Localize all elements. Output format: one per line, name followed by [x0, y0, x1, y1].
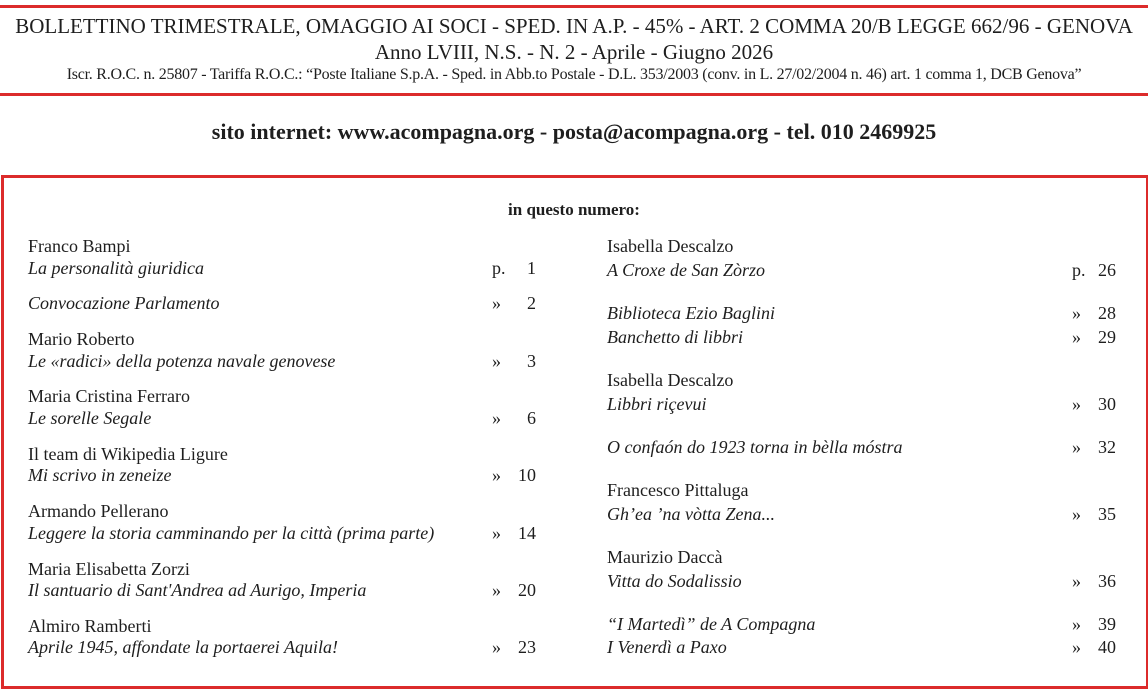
- entry-title: Banchetto di libbri: [607, 327, 743, 347]
- page-number: 3: [527, 351, 536, 371]
- entry-title: A Croxe de San Zòrzo: [607, 260, 766, 280]
- entry-page: [492, 464, 536, 486]
- entry-title: I Venerdì a Paxo: [607, 637, 727, 657]
- entry-author: Almiro Ramberti: [28, 616, 152, 636]
- entry-page: [492, 522, 536, 544]
- page-number: 14: [518, 523, 536, 543]
- page-number: 36: [1098, 571, 1116, 591]
- page-number: 28: [1098, 303, 1116, 323]
- page-number: 20: [518, 580, 536, 600]
- page-prefix: »: [1072, 614, 1081, 634]
- entry-page: [1072, 613, 1116, 635]
- entry-page: [1072, 636, 1116, 658]
- entry-author: Mario Roberto: [28, 329, 135, 349]
- page-number: 1: [527, 258, 536, 278]
- contents-heading: in questo numero:: [508, 200, 640, 219]
- page-prefix: »: [1072, 303, 1081, 323]
- page-prefix: »: [1072, 437, 1081, 457]
- entry-title: Convocazione Parlamento: [28, 293, 220, 313]
- contents-left-column: [28, 0, 548, 688]
- page-prefix: »: [1072, 504, 1081, 524]
- page-prefix: »: [492, 465, 501, 485]
- page-prefix: »: [1072, 571, 1081, 591]
- page-prefix: »: [1072, 637, 1081, 657]
- page-prefix: »: [1072, 327, 1081, 347]
- page-number: 29: [1098, 327, 1116, 347]
- page-number: 32: [1098, 437, 1116, 457]
- entry-title: [607, 613, 815, 635]
- entry-title: Vitta do Sodalissio: [607, 571, 742, 591]
- contact-line: sito internet: www.acompagna.org - posta@acompagna.org - tel. 010 2469925: [211, 119, 937, 144]
- entry-title: Gh’ea ’na vòtta Zena...: [607, 504, 775, 524]
- masthead-line-2: Anno LVIII, N.S. - N. 2 - Aprile - Giugno 2026: [374, 40, 774, 64]
- entry-title: Leggere la storia camminando per la città (prima parte): [28, 523, 435, 543]
- entry-title: Biblioteca Ezio Baglini: [607, 303, 775, 323]
- entry-page: [492, 636, 536, 658]
- entry-page: [1072, 259, 1116, 281]
- entry-author: Armando Pellerano: [28, 501, 169, 521]
- entry-title: Le sorelle Segale: [28, 408, 152, 428]
- entry-page: [492, 579, 536, 601]
- page-number: 40: [1098, 637, 1116, 657]
- entry-page: [1072, 326, 1116, 348]
- page-prefix: »: [492, 408, 501, 428]
- entry-page: [492, 257, 536, 279]
- entry-author: Maria Cristina Ferraro: [28, 386, 190, 406]
- masthead-line-1: BOLLETTINO TRIMESTRALE, OMAGGIO AI SOCI - SPED. IN A.P. - 45% - ART. 2 COMMA 20/B LEGGE 662/96 - GENOVA: [15, 14, 1133, 38]
- contents-right-column: [607, 0, 1127, 688]
- page-prefix: p.: [492, 258, 506, 278]
- page-prefix: »: [492, 523, 501, 543]
- page-number: 26: [1098, 260, 1116, 280]
- entry-title: Mi scrivo in zeneize: [28, 465, 172, 485]
- entry-title: Il santuario di Sant'Andrea ad Aurigo, Imperia: [28, 580, 367, 600]
- page-number: 30: [1098, 394, 1116, 414]
- page-number: 6: [527, 408, 536, 428]
- entry-author: Maria Elisabetta Zorzi: [28, 559, 190, 579]
- page-prefix: »: [492, 293, 501, 313]
- entry-page: [1072, 570, 1116, 592]
- entry-page: [492, 350, 536, 372]
- entry-page: [1072, 302, 1116, 324]
- entry-page: [492, 407, 536, 429]
- page-prefix: p.: [1072, 260, 1086, 280]
- entry-title: Aprile 1945, affondate la portaerei Aquila!: [28, 637, 338, 657]
- entry-page: [1072, 503, 1116, 525]
- entry-author: Franco Bampi: [28, 236, 131, 256]
- page-prefix: »: [492, 580, 501, 600]
- page-number: 2: [527, 293, 536, 313]
- entry-page: [1072, 436, 1116, 458]
- page-prefix: »: [1072, 394, 1081, 414]
- title-italic-part: “I Martedì”: [607, 614, 696, 634]
- entry-title: Le «radici» della potenza navale genovese: [28, 351, 336, 371]
- page-prefix: »: [492, 351, 501, 371]
- page-number: 39: [1098, 614, 1116, 634]
- entry-author: Isabella Descalzo: [607, 370, 734, 390]
- title-roman-part: de A Compagna: [695, 614, 816, 634]
- entry-title: Libbri riçevui: [607, 394, 707, 414]
- entry-page: [492, 292, 536, 314]
- page-number: 10: [518, 465, 536, 485]
- masthead-line-3: Iscr. R.O.C. n. 25807 - Tariffa R.O.C.: “Poste Italiane S.p.A. - Sped. in Abb.to Postale - D.L. 353/2003 (conv. in L. 27/02/2004 n. 46) art. 1 comma 1, DCB Genova”: [66, 66, 1082, 83]
- entry-page: [1072, 393, 1116, 415]
- page-number: 23: [518, 637, 536, 657]
- entry-author: Il team di Wikipedia Ligure: [28, 444, 228, 464]
- entry-title: O confaón do 1923 torna in bèlla móstra: [607, 437, 903, 457]
- page-prefix: »: [492, 637, 501, 657]
- entry-title: La personalità giuridica: [28, 258, 205, 278]
- entry-author: Francesco Pittaluga: [607, 480, 749, 500]
- entry-author: Isabella Descalzo: [607, 236, 734, 256]
- entry-author: Maurizio Daccà: [607, 547, 723, 567]
- page-number: 35: [1098, 504, 1116, 524]
